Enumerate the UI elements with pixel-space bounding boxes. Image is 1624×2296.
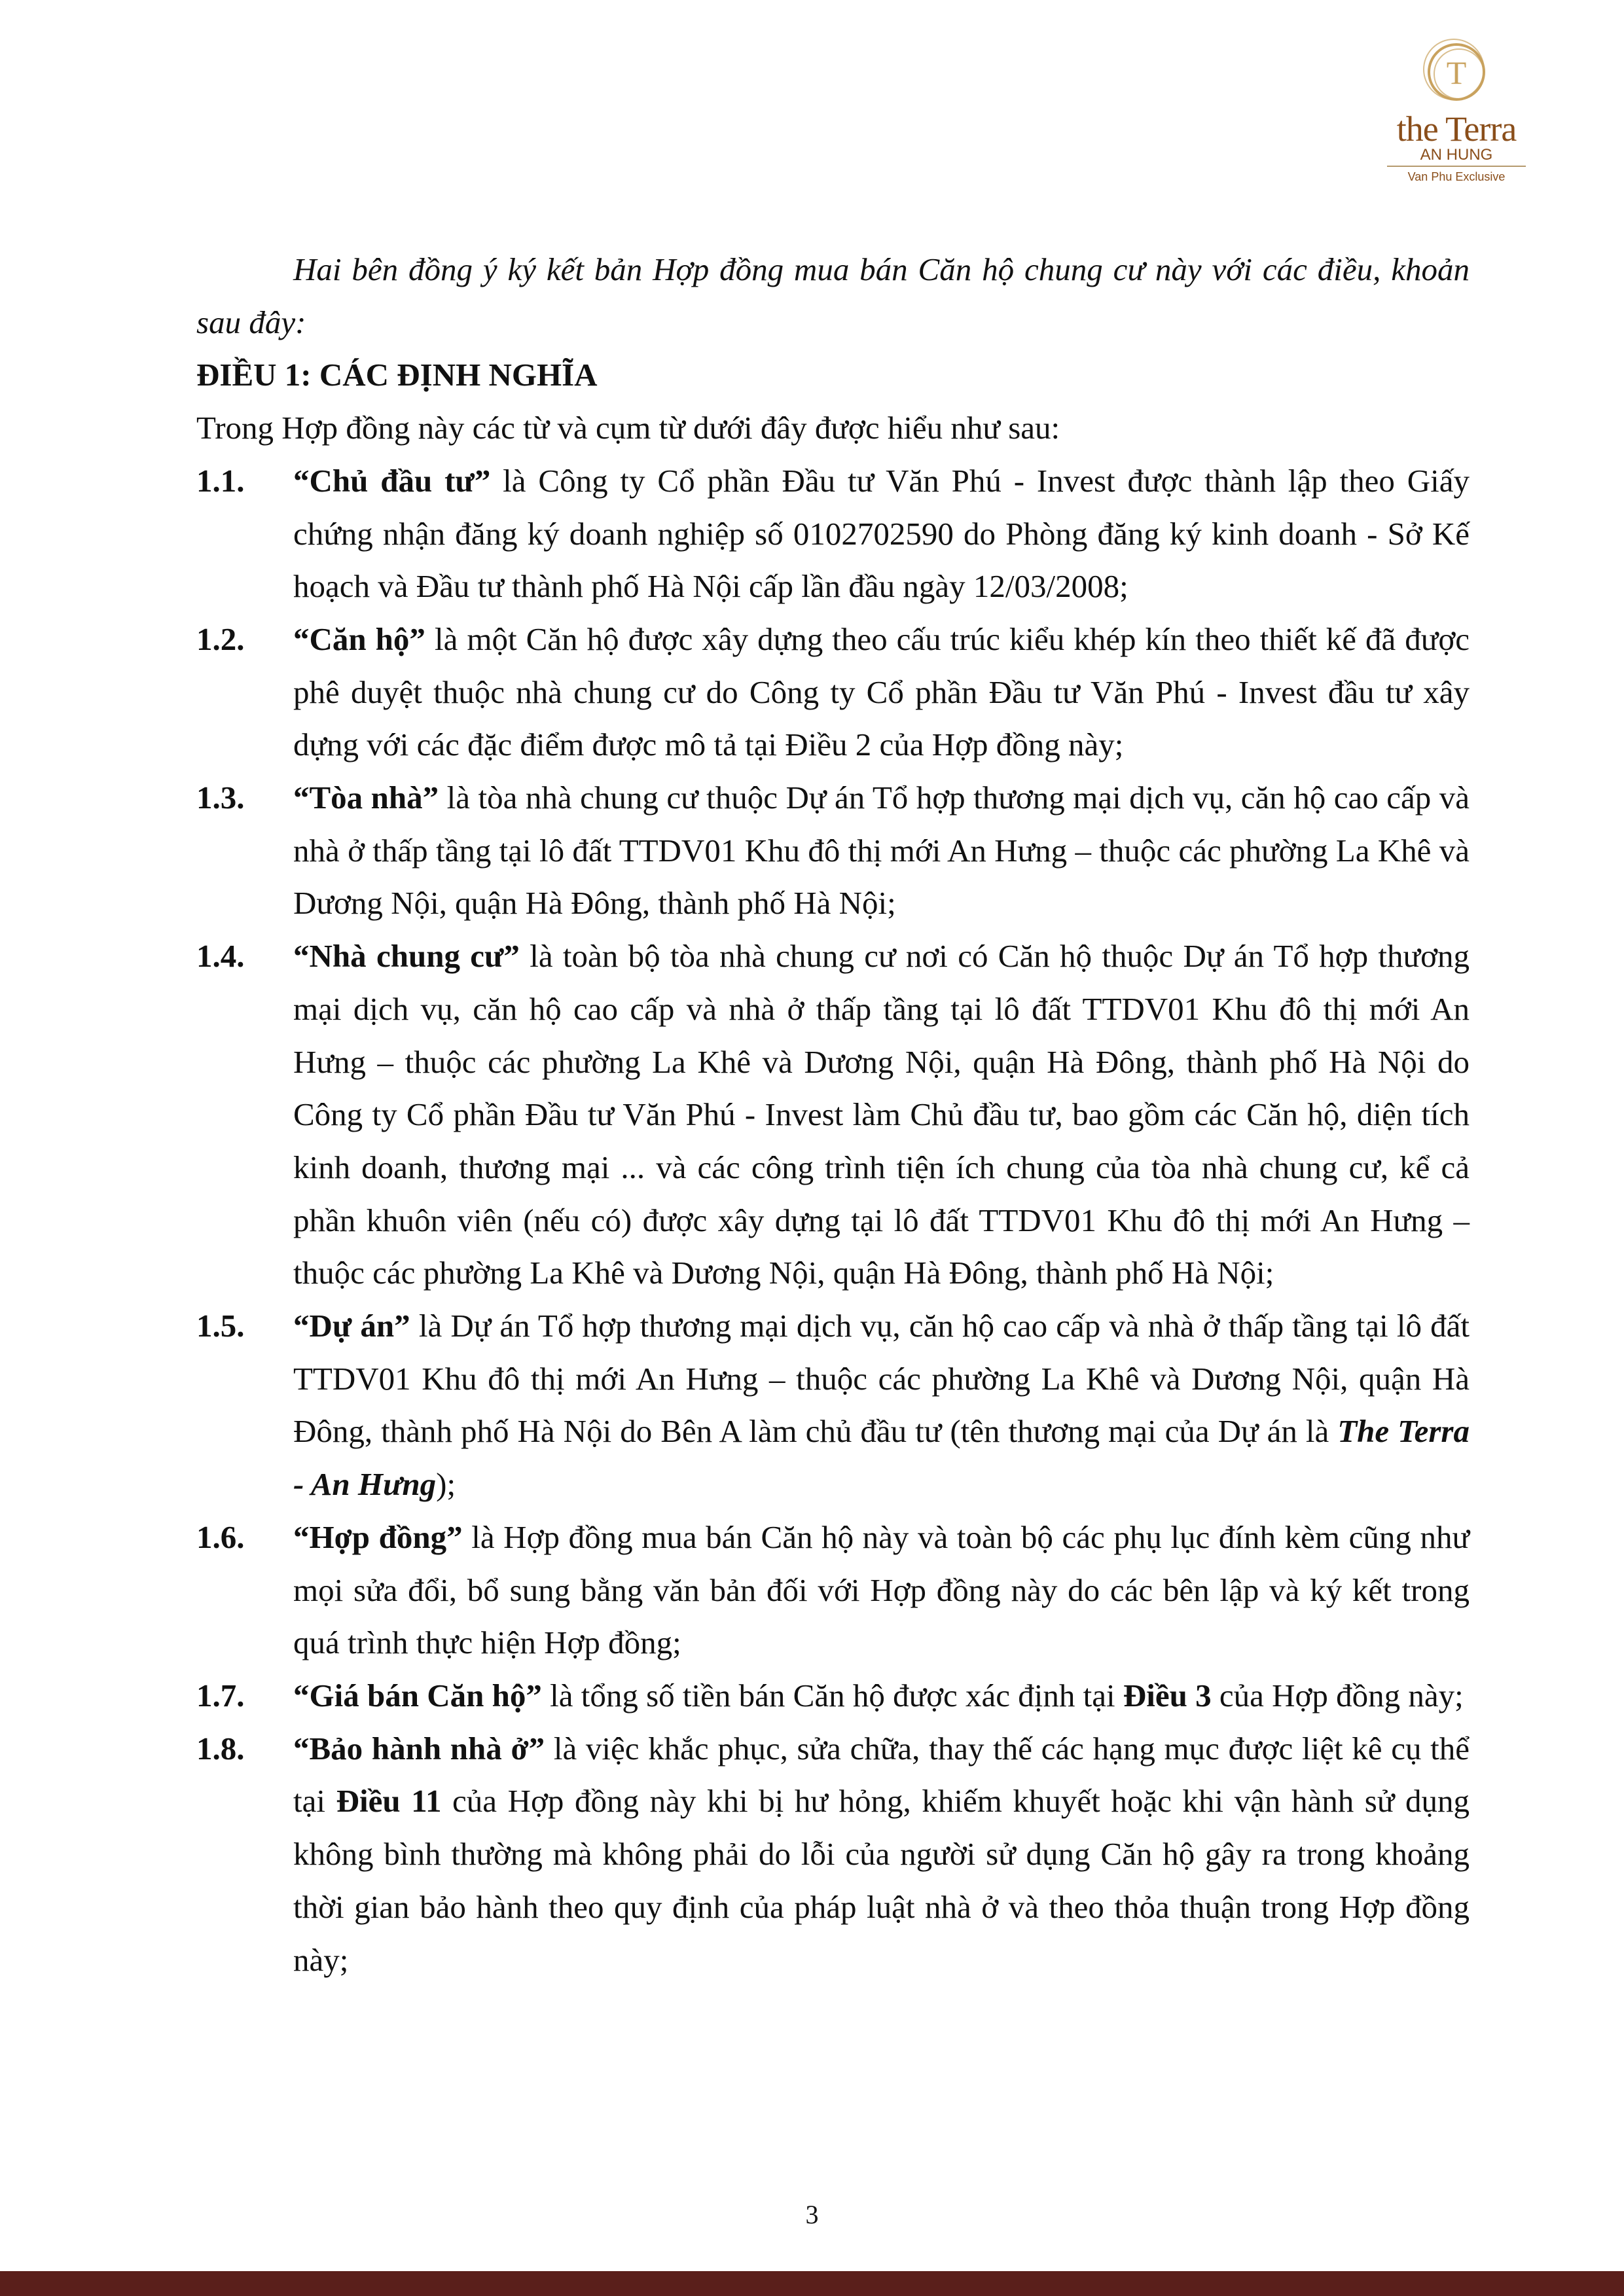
clause-text: là tòa nhà chung cư thuộc Dự án Tổ hợp thương mại dịch vụ, căn hộ cao cấp và nhà ở thấp tầng tại lô đất TTDV01 Khu đô thị mới An Hưng – thuộc các phường La Khê và Dương Nội, quận Hà Đông, thành phố Hà Nội; bbox=[293, 780, 1470, 922]
logo-divider bbox=[1387, 166, 1526, 167]
clause-1-6 bbox=[196, 1511, 1470, 1670]
article-reference: Điều 11 bbox=[336, 1783, 442, 1820]
clause-number: 1.5. bbox=[196, 1308, 245, 1344]
clause-text-end: ); bbox=[436, 1466, 456, 1503]
clause-text: là tổng số tiền bán Căn hộ được xác định tại bbox=[541, 1677, 1123, 1713]
article-heading: ĐIỀU 1: CÁC ĐỊNH NGHĨA bbox=[196, 357, 598, 393]
clause-1-3 bbox=[196, 772, 1470, 930]
clause-1-8 bbox=[196, 1723, 1470, 1987]
clause-term: “Nhà chung cư” bbox=[293, 938, 520, 975]
clause-text: là Dự án Tổ hợp thương mại dịch vụ, căn hộ cao cấp và nhà ở thấp tầng tại lô đất TTDV01 Khu đô thị mới An Hưng – thuộc các phường La Khê và Dương Nội, quận Hà Đông, thành phố Hà Nội do Bên A làm chủ đầu tư (tên thương mại của Dự án là bbox=[293, 1308, 1470, 1450]
clause-number: 1.3. bbox=[196, 780, 245, 816]
clause-term: “Căn hộ” bbox=[293, 620, 425, 657]
clause-1-5 bbox=[196, 1300, 1470, 1511]
terra-emblem-icon bbox=[1414, 36, 1499, 108]
clause-term: “Bảo hành nhà ở” bbox=[293, 1730, 545, 1767]
article-reference: Điều 3 bbox=[1123, 1677, 1212, 1713]
clause-number: 1.6. bbox=[196, 1518, 245, 1555]
clause-text-end: của Hợp đồng này khi bị hư hỏng, khiếm khuyết hoặc khi vận hành sử dụng không bình thường mà không phải do lỗi của người sử dụng Căn hộ gây ra trong khoảng thời gian bảo hành theo quy định của pháp luật nhà ở và theo thỏa thuận trong Hợp đồng này; bbox=[293, 1783, 1470, 1978]
clause-text: là toàn bộ tòa nhà chung cư nơi có Căn hộ thuộc Dự án Tổ hợp thương mại dịch vụ, căn hộ cao cấp và nhà ở thấp tầng tại lô đất TTDV01 Khu đô thị mới An Hưng – thuộc các phường La Khê và Dương Nội, quận Hà Đông, thành phố Hà Nội do Công ty Cổ phần Đầu tư Văn Phú - Invest làm Chủ đầu tư, bao gồm các Căn hộ, diện tích kinh doanh, thương mại ... và các công trình tiện ích chung của tòa nhà chung cư, kể cả phần khuôn viên (nếu có) được xây dựng tại lô đất TTDV01 Khu đô thị mới An Hưng – thuộc các phường La Khê và Dương Nội, quận Hà Đông, thành phố Hà Nội; bbox=[293, 938, 1470, 1291]
clause-term: “Hợp đồng” bbox=[293, 1518, 463, 1555]
logo-letter: T bbox=[1446, 54, 1467, 91]
document-body bbox=[196, 243, 1470, 1986]
clause-1-1 bbox=[196, 455, 1470, 613]
project-trade-name: The Terra - An Hưng bbox=[293, 1413, 1470, 1503]
clause-text: là Hợp đồng mua bán Căn hộ này và toàn bộ các phụ lục đính kèm cũng như mọi sửa đổi, bổ sung bằng văn bản đối với Hợp đồng này do các bên lập và ký kết trong quá trình thực hiện Hợp đồng; bbox=[293, 1518, 1470, 1661]
logo-sub: AN HUNG bbox=[1420, 146, 1493, 164]
clause-text: là Công ty Cổ phần Đầu tư Văn Phú - Invest được thành lập theo Giấy chứng nhận đăng ký doanh nghiệp số 0102702590 do Phòng đăng ký kinh doanh - Sở Kế hoạch và Đầu tư thành phố Hà Nội cấp lần đầu ngày 12/03/2008; bbox=[293, 462, 1470, 605]
clause-term: “Giá bán Căn hộ” bbox=[293, 1677, 542, 1713]
logo-tagline: Van Phu Exclusive bbox=[1407, 170, 1506, 183]
clause-term: “Dự án” bbox=[293, 1308, 410, 1344]
clause-1-4 bbox=[196, 930, 1470, 1300]
clause-text-end: của Hợp đồng này; bbox=[1211, 1677, 1464, 1713]
clause-text: là việc khắc phục, sửa chữa, thay thế các hạng mục được liệt kê cụ thể tại bbox=[293, 1730, 1470, 1820]
company-logo bbox=[1378, 36, 1535, 187]
clause-term: “Chủ đầu tư” bbox=[293, 462, 491, 499]
page-number: 3 bbox=[805, 2200, 819, 2229]
lead-sentence: Trong Hợp đồng này các từ và cụm từ dưới đây được hiểu như sau: bbox=[196, 410, 1060, 446]
clause-term: “Tòa nhà” bbox=[293, 780, 439, 816]
clause-text: là một Căn hộ được xây dựng theo cấu trúc kiểu khép kín theo thiết kế đã được phê duyệt thuộc nhà chung cư do Công ty Cổ phần Đầu tư Văn Phú - Invest đầu tư xây dựng với các đặc điểm được mô tả tại Điều 2 của Hợp đồng này; bbox=[293, 620, 1470, 763]
footer-bar bbox=[0, 2271, 1624, 2296]
clause-number: 1.4. bbox=[196, 938, 245, 975]
clause-number: 1.1. bbox=[196, 462, 245, 499]
clause-number: 1.2. bbox=[196, 620, 245, 657]
clause-1-7 bbox=[196, 1670, 1470, 1723]
intro-paragraph: Hai bên đồng ý ký kết bản Hợp đồng mua bán Căn hộ chung cư này với các điều, khoản sau đây: bbox=[196, 251, 1470, 340]
clause-number: 1.8. bbox=[196, 1730, 245, 1767]
clause-number: 1.7. bbox=[196, 1677, 245, 1713]
clause-1-2 bbox=[196, 613, 1470, 772]
logo-name: the Terra bbox=[1396, 109, 1517, 149]
